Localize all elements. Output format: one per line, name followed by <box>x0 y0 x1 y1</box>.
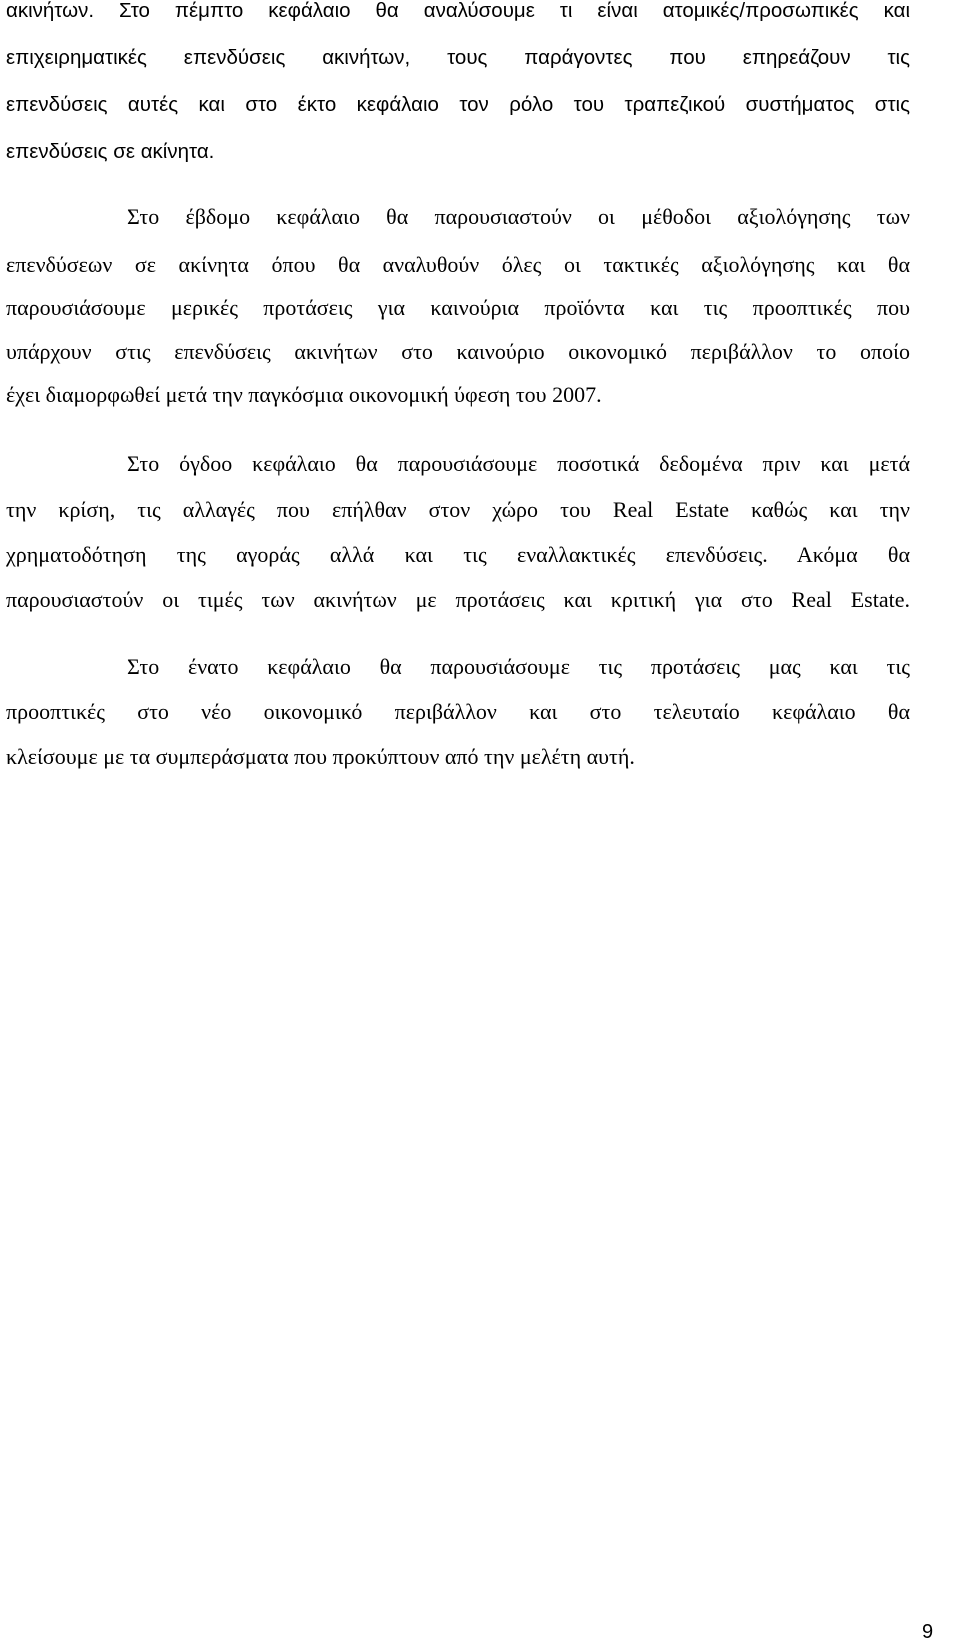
paragraph-3-line-1: Στο όγδοο κεφάλαιο θα παρουσιάσουμε ποσοτικά δεδομένα πριν και μετά <box>127 451 910 476</box>
paragraph-4-line-3: κλείσουμε με τα συμπεράσματα που προκύπτουν από την μελέτη αυτή. <box>6 744 635 769</box>
paragraph-1-line-3: επενδύσεις αυτές και στο έκτο κεφάλαιο τον ρόλο του τραπεζικού συστήματος στις <box>6 93 910 116</box>
paragraph-2-line-2: επενδύσεων σε ακίνητα όπου θα αναλυθούν όλες οι τακτικές αξιολόγησης και θα <box>6 252 910 277</box>
paragraph-1-line-4: επενδύσεις σε ακίνητα. <box>6 140 215 163</box>
paragraph-3-line-3: χρηματοδότηση της αγοράς αλλά και τις εναλλακτικές επενδύσεις. Ακόμα θα <box>6 542 910 567</box>
paragraph-4-line-1: Στο ένατο κεφάλαιο θα παρουσιάσουμε τις προτάσεις μας και τις <box>127 654 910 679</box>
paragraph-3-line-2: την κρίση, τις αλλαγές που επήλθαν στον χώρο του Real Estate καθώς και την <box>6 497 910 522</box>
paragraph-3-line-4: παρουσιαστούν οι τιμές των ακινήτων με προτάσεις και κριτική για στο Real Estate. <box>6 587 910 612</box>
paragraph-2-line-1: Στο έβδομο κεφάλαιο θα παρουσιαστούν οι μέθοδοι αξιολόγησης των <box>127 204 910 229</box>
paragraph-2-line-3: παρουσιάσουμε μερικές προτάσεις για καινούρια προϊόντα και τις προοπτικές που <box>6 295 910 320</box>
page-number: 9 <box>922 1621 934 1643</box>
paragraph-2-line-4: υπάρχουν στις επενδύσεις ακινήτων στο καινούριο οικονομικό περιβάλλον το οποίο <box>6 339 910 364</box>
paragraph-1-line-1-start: ακινήτων. <box>6 0 95 22</box>
paragraph-1-line-1 <box>6 0 910 25</box>
paragraph-4-line-2: προοπτικές στο νέο οικονομικό περιβάλλον και στο τελευταίο κεφάλαιο θα <box>6 699 910 724</box>
paragraph-1-line-1-rest: Στο πέμπτο κεφάλαιο θα αναλύσουμε τι είναι ατομικές/προσωπικές και <box>94 0 910 22</box>
paragraph-1-line-2: επιχειρηματικές επενδύσεις ακινήτων, τους παράγοντες που επηρεάζουν τις <box>6 46 910 69</box>
paragraph-2-line-5: έχει διαμορφωθεί μετά την παγκόσμια οικονομική ύφεση του 2007. <box>6 382 602 407</box>
